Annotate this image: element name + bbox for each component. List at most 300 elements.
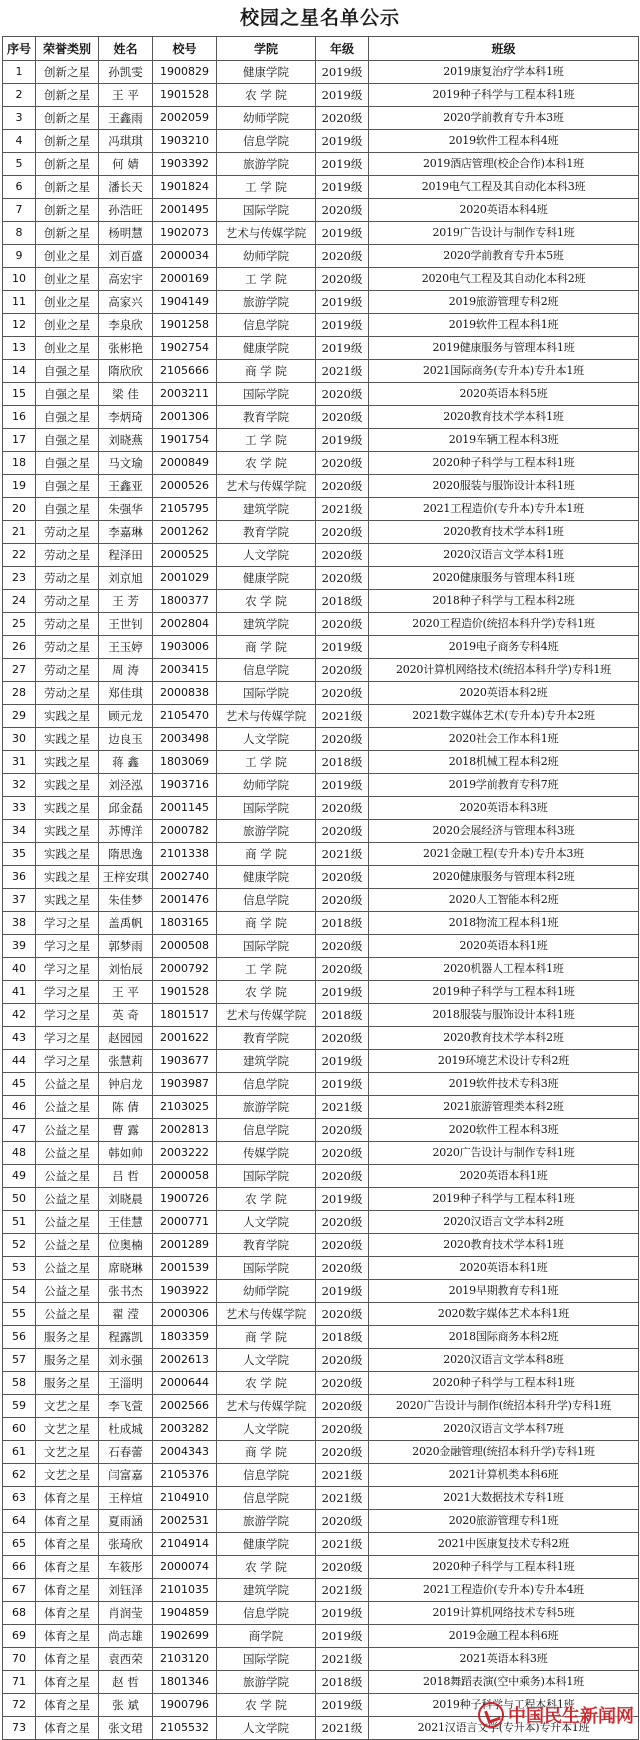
- table-row: [3, 889, 639, 912]
- student-id-cell: 1900829: [153, 61, 217, 84]
- grade-cell: 2018级: [316, 1671, 369, 1694]
- class-cell: 2020种子科学与工程本科1班: [369, 1556, 639, 1579]
- seq-cell: 67: [3, 1579, 36, 1602]
- student-id-cell: 2101338: [153, 843, 217, 866]
- table-row: [3, 1027, 639, 1050]
- table-row: [3, 1188, 639, 1211]
- college-cell: 幼师学院: [217, 1280, 316, 1303]
- grade-cell: 2019级: [316, 1188, 369, 1211]
- name-cell: 苏博洋: [99, 820, 153, 843]
- class-cell: 2021金融工程(专升本)专升本3班: [369, 843, 639, 866]
- grade-cell: 2019级: [316, 84, 369, 107]
- table-row: [3, 360, 639, 383]
- category-cell: 创新之星: [36, 199, 99, 222]
- college-cell: 农 学 院: [217, 1556, 316, 1579]
- college-cell: 信息学院: [217, 1464, 316, 1487]
- name-cell: 李炳琦: [99, 406, 153, 429]
- class-cell: 2020英语本科5班: [369, 383, 639, 406]
- name-cell: 邱金磊: [99, 797, 153, 820]
- class-cell: 2020会展经济与管理本科3班: [369, 820, 639, 843]
- grade-cell: 2019级: [316, 153, 369, 176]
- class-cell: 2020英语本科2班: [369, 682, 639, 705]
- category-cell: 创新之星: [36, 222, 99, 245]
- name-cell: 郑佳琪: [99, 682, 153, 705]
- table-row: [3, 544, 639, 567]
- table-row: [3, 705, 639, 728]
- student-id-cell: 2001539: [153, 1257, 217, 1280]
- category-cell: 创业之星: [36, 291, 99, 314]
- category-cell: 创业之星: [36, 245, 99, 268]
- name-cell: 刘晓燕: [99, 429, 153, 452]
- name-cell: 张文珺: [99, 1717, 153, 1740]
- student-id-cell: 1901754: [153, 429, 217, 452]
- grade-cell: 2020级: [316, 613, 369, 636]
- class-cell: 2020健康服务与管理本科1班: [369, 567, 639, 590]
- seq-cell: 32: [3, 774, 36, 797]
- table-row: [3, 1533, 639, 1556]
- header-student-id: 校号: [153, 37, 217, 61]
- college-cell: 工 学 院: [217, 176, 316, 199]
- class-cell: 2021中医康复技术专科2班: [369, 1533, 639, 1556]
- student-id-cell: 2105470: [153, 705, 217, 728]
- seq-cell: 50: [3, 1188, 36, 1211]
- grade-cell: 2021级: [316, 1533, 369, 1556]
- grade-cell: 2020级: [316, 1142, 369, 1165]
- student-id-cell: 1903716: [153, 774, 217, 797]
- class-cell: 2020金融管理(统招本科升学)专科1班: [369, 1441, 639, 1464]
- table-row: [3, 912, 639, 935]
- table-row: [3, 130, 639, 153]
- seq-cell: 22: [3, 544, 36, 567]
- grade-cell: 2019级: [316, 130, 369, 153]
- class-cell: 2020英语本科1班: [369, 1165, 639, 1188]
- name-cell: 边良玉: [99, 728, 153, 751]
- college-cell: 旅游学院: [217, 153, 316, 176]
- class-cell: 2019种子科学与工程本科1班: [369, 84, 639, 107]
- category-cell: 服务之星: [36, 1349, 99, 1372]
- college-cell: 艺术与传媒学院: [217, 1004, 316, 1027]
- table-row: [3, 153, 639, 176]
- name-cell: 周 涛: [99, 659, 153, 682]
- grade-cell: 2019级: [316, 1280, 369, 1303]
- grade-cell: 2021级: [316, 1487, 369, 1510]
- class-cell: 2020种子科学与工程本科1班: [369, 1372, 639, 1395]
- class-cell: 2020教育技术学本科1班: [369, 521, 639, 544]
- table-row: [3, 1096, 639, 1119]
- seq-cell: 45: [3, 1073, 36, 1096]
- student-id-cell: 2000792: [153, 958, 217, 981]
- student-id-cell: 2000074: [153, 1556, 217, 1579]
- table-row: [3, 1257, 639, 1280]
- seq-cell: 18: [3, 452, 36, 475]
- student-id-cell: 1900726: [153, 1188, 217, 1211]
- class-cell: 2021工程造价(专升本)专升本1班: [369, 498, 639, 521]
- student-id-cell: 2105795: [153, 498, 217, 521]
- college-cell: 商 学 院: [217, 1326, 316, 1349]
- category-cell: 实践之星: [36, 889, 99, 912]
- table-row: [3, 521, 639, 544]
- grade-cell: 2020级: [316, 452, 369, 475]
- college-cell: 传媒学院: [217, 1142, 316, 1165]
- seq-cell: 11: [3, 291, 36, 314]
- table-row: [3, 1073, 639, 1096]
- category-cell: 学习之星: [36, 1027, 99, 1050]
- category-cell: 劳动之星: [36, 613, 99, 636]
- class-cell: 2020健康服务与管理本科2班: [369, 866, 639, 889]
- table-row: [3, 383, 639, 406]
- watermark: [478, 1702, 634, 1728]
- college-cell: 信息学院: [217, 1119, 316, 1142]
- college-cell: 健康学院: [217, 61, 316, 84]
- category-cell: 体育之星: [36, 1510, 99, 1533]
- name-cell: 梁 佳: [99, 383, 153, 406]
- class-cell: 2019种子科学与工程本科1班: [369, 981, 639, 1004]
- category-cell: 体育之星: [36, 1533, 99, 1556]
- student-id-cell: 2002531: [153, 1510, 217, 1533]
- seq-cell: 65: [3, 1533, 36, 1556]
- seq-cell: 55: [3, 1303, 36, 1326]
- grade-cell: 2020级: [316, 935, 369, 958]
- college-cell: 信息学院: [217, 659, 316, 682]
- class-cell: 2020种子科学与工程本科1班: [369, 452, 639, 475]
- grade-cell: 2018级: [316, 1326, 369, 1349]
- grade-cell: 2020级: [316, 1303, 369, 1326]
- student-id-cell: 2000526: [153, 475, 217, 498]
- class-cell: 2019种子科学与工程本科1班: [369, 1694, 639, 1717]
- name-cell: 刘钰泽: [99, 1579, 153, 1602]
- class-cell: 2019广告设计与制作专科1班: [369, 222, 639, 245]
- category-cell: 体育之星: [36, 1648, 99, 1671]
- name-cell: 杨明慧: [99, 222, 153, 245]
- seq-cell: 8: [3, 222, 36, 245]
- category-cell: 劳动之星: [36, 682, 99, 705]
- seq-cell: 44: [3, 1050, 36, 1073]
- header-college: 学院: [217, 37, 316, 61]
- grade-cell: 2019级: [316, 61, 369, 84]
- name-cell: 冯琪琪: [99, 130, 153, 153]
- category-cell: 服务之星: [36, 1326, 99, 1349]
- grade-cell: 2020级: [316, 1556, 369, 1579]
- student-id-cell: 2003415: [153, 659, 217, 682]
- college-cell: 商 学 院: [217, 912, 316, 935]
- table-row: [3, 659, 639, 682]
- class-cell: 2018机械工程本科2班: [369, 751, 639, 774]
- category-cell: 学习之星: [36, 981, 99, 1004]
- grade-cell: 2021级: [316, 1648, 369, 1671]
- table-row: [3, 636, 639, 659]
- class-cell: 2020英语本科3班: [369, 797, 639, 820]
- student-id-cell: 2105666: [153, 360, 217, 383]
- college-cell: 人文学院: [217, 1211, 316, 1234]
- name-cell: 隋思逸: [99, 843, 153, 866]
- grade-cell: 2020级: [316, 521, 369, 544]
- grade-cell: 2021级: [316, 1464, 369, 1487]
- seq-cell: 25: [3, 613, 36, 636]
- student-id-cell: 2002059: [153, 107, 217, 130]
- student-id-cell: 2104914: [153, 1533, 217, 1556]
- student-id-cell: 2002804: [153, 613, 217, 636]
- grade-cell: 2019级: [316, 291, 369, 314]
- grade-cell: 2020级: [316, 1211, 369, 1234]
- seq-cell: 52: [3, 1234, 36, 1257]
- college-cell: 信息学院: [217, 1602, 316, 1625]
- seq-cell: 42: [3, 1004, 36, 1027]
- name-cell: 王世钊: [99, 613, 153, 636]
- roster-body: [3, 61, 639, 1740]
- student-id-cell: 2002813: [153, 1119, 217, 1142]
- college-cell: 教育学院: [217, 1234, 316, 1257]
- name-cell: 赵 哲: [99, 1671, 153, 1694]
- table-row: [3, 1395, 639, 1418]
- college-cell: 国际学院: [217, 1165, 316, 1188]
- seq-cell: 47: [3, 1119, 36, 1142]
- name-cell: 王 平: [99, 981, 153, 1004]
- table-row: [3, 1625, 639, 1648]
- category-cell: 实践之星: [36, 751, 99, 774]
- name-cell: 何 婧: [99, 153, 153, 176]
- college-cell: 国际学院: [217, 797, 316, 820]
- category-cell: 劳动之星: [36, 521, 99, 544]
- name-cell: 陈 倩: [99, 1096, 153, 1119]
- class-cell: 2020教育技术学本科1班: [369, 1234, 639, 1257]
- seq-cell: 7: [3, 199, 36, 222]
- seq-cell: 68: [3, 1602, 36, 1625]
- name-cell: 李嘉琳: [99, 521, 153, 544]
- college-cell: 旅游学院: [217, 820, 316, 843]
- category-cell: 体育之星: [36, 1671, 99, 1694]
- student-id-cell: 2003498: [153, 728, 217, 751]
- category-cell: 自强之星: [36, 383, 99, 406]
- name-cell: 袁西荣: [99, 1648, 153, 1671]
- class-cell: 2020工程造价(统招本科升学)专科1班: [369, 613, 639, 636]
- table-row: [3, 981, 639, 1004]
- name-cell: 马文瑜: [99, 452, 153, 475]
- grade-cell: 2019级: [316, 774, 369, 797]
- student-id-cell: 2001476: [153, 889, 217, 912]
- grade-cell: 2020级: [316, 889, 369, 912]
- ms-news-logo-icon: [478, 1702, 504, 1728]
- student-id-cell: 2004343: [153, 1441, 217, 1464]
- college-cell: 建筑学院: [217, 1050, 316, 1073]
- class-cell: 2020广告设计与制作(统招本科升学)专科1班: [369, 1395, 639, 1418]
- table-row: [3, 682, 639, 705]
- college-cell: 艺术与传媒学院: [217, 705, 316, 728]
- grade-cell: 2021级: [316, 1717, 369, 1740]
- name-cell: 朱佳梦: [99, 889, 153, 912]
- student-id-cell: 2001262: [153, 521, 217, 544]
- college-cell: 农 学 院: [217, 1372, 316, 1395]
- table-row: [3, 199, 639, 222]
- college-cell: 农 学 院: [217, 590, 316, 613]
- seq-cell: 5: [3, 153, 36, 176]
- student-id-cell: 2003222: [153, 1142, 217, 1165]
- college-cell: 农 学 院: [217, 1188, 316, 1211]
- table-row: [3, 1280, 639, 1303]
- seq-cell: 9: [3, 245, 36, 268]
- grade-cell: 2020级: [316, 1119, 369, 1142]
- grade-cell: 2020级: [316, 383, 369, 406]
- student-id-cell: 1903922: [153, 1280, 217, 1303]
- seq-cell: 36: [3, 866, 36, 889]
- category-cell: 学习之星: [36, 1004, 99, 1027]
- student-id-cell: 1902699: [153, 1625, 217, 1648]
- table-row: [3, 176, 639, 199]
- grade-cell: 2020级: [316, 1372, 369, 1395]
- student-id-cell: 1903677: [153, 1050, 217, 1073]
- seq-cell: 73: [3, 1717, 36, 1740]
- student-id-cell: 2105532: [153, 1717, 217, 1740]
- category-cell: 公益之星: [36, 1073, 99, 1096]
- grade-cell: 2021级: [316, 360, 369, 383]
- category-cell: 实践之星: [36, 843, 99, 866]
- grade-cell: 2020级: [316, 682, 369, 705]
- student-id-cell: 1901528: [153, 981, 217, 1004]
- seq-cell: 40: [3, 958, 36, 981]
- grade-cell: 2021级: [316, 843, 369, 866]
- college-cell: 农 学 院: [217, 84, 316, 107]
- name-cell: 席晓琳: [99, 1257, 153, 1280]
- seq-cell: 56: [3, 1326, 36, 1349]
- class-cell: 2019学前教育专科7班: [369, 774, 639, 797]
- seq-cell: 43: [3, 1027, 36, 1050]
- grade-cell: 2019级: [316, 1694, 369, 1717]
- student-id-cell: 2000525: [153, 544, 217, 567]
- name-cell: 张彬艳: [99, 337, 153, 360]
- seq-cell: 35: [3, 843, 36, 866]
- student-id-cell: 2000838: [153, 682, 217, 705]
- category-cell: 劳动之星: [36, 544, 99, 567]
- table-row: [3, 1004, 639, 1027]
- table-row: [3, 843, 639, 866]
- name-cell: 赵园园: [99, 1027, 153, 1050]
- college-cell: 建筑学院: [217, 498, 316, 521]
- grade-cell: 2020级: [316, 268, 369, 291]
- seq-cell: 57: [3, 1349, 36, 1372]
- student-id-cell: 2000782: [153, 820, 217, 843]
- name-cell: 刘泾泓: [99, 774, 153, 797]
- category-cell: 自强之星: [36, 475, 99, 498]
- name-cell: 盖禹帆: [99, 912, 153, 935]
- student-id-cell: 1803069: [153, 751, 217, 774]
- college-cell: 商 学 院: [217, 843, 316, 866]
- name-cell: 顾元龙: [99, 705, 153, 728]
- table-row: [3, 314, 639, 337]
- table-row: [3, 797, 639, 820]
- class-cell: 2019软件工程本科4班: [369, 130, 639, 153]
- seq-cell: 64: [3, 1510, 36, 1533]
- table-row: [3, 958, 639, 981]
- category-cell: 创业之星: [36, 268, 99, 291]
- grade-cell: 2020级: [316, 1027, 369, 1050]
- class-cell: 2020学前教育专升本3班: [369, 107, 639, 130]
- name-cell: 高宏宇: [99, 268, 153, 291]
- header-grade: 年级: [316, 37, 369, 61]
- table-row: [3, 1556, 639, 1579]
- seq-cell: 59: [3, 1395, 36, 1418]
- student-id-cell: 2001622: [153, 1027, 217, 1050]
- table-row: [3, 245, 639, 268]
- name-cell: 张 斌: [99, 1694, 153, 1717]
- seq-cell: 2: [3, 84, 36, 107]
- class-cell: 2020机器人工程本科1班: [369, 958, 639, 981]
- name-cell: 张琦欣: [99, 1533, 153, 1556]
- category-cell: 公益之星: [36, 1096, 99, 1119]
- seq-cell: 13: [3, 337, 36, 360]
- college-cell: 艺术与传媒学院: [217, 222, 316, 245]
- class-cell: 2018物流工程本科1班: [369, 912, 639, 935]
- seq-cell: 21: [3, 521, 36, 544]
- class-cell: 2020计算机网络技术(统招本科升学)专科1班: [369, 659, 639, 682]
- table-row: [3, 107, 639, 130]
- college-cell: 健康学院: [217, 567, 316, 590]
- college-cell: 农 学 院: [217, 452, 316, 475]
- name-cell: 韩如帅: [99, 1142, 153, 1165]
- class-cell: 2019健康服务与管理本科1班: [369, 337, 639, 360]
- class-cell: 2019酒店管理(校企合作)本科1班: [369, 153, 639, 176]
- student-id-cell: 1902754: [153, 337, 217, 360]
- college-cell: 信息学院: [217, 314, 316, 337]
- category-cell: 文艺之星: [36, 1464, 99, 1487]
- name-cell: 王鑫亚: [99, 475, 153, 498]
- category-cell: 学习之星: [36, 1050, 99, 1073]
- grade-cell: 2019级: [316, 1602, 369, 1625]
- grade-cell: 2020级: [316, 1418, 369, 1441]
- class-cell: 2021数字媒体艺术(专升本)专升本2班: [369, 705, 639, 728]
- student-id-cell: 1903987: [153, 1073, 217, 1096]
- category-cell: 公益之星: [36, 1303, 99, 1326]
- table-row: [3, 1326, 639, 1349]
- college-cell: 国际学院: [217, 935, 316, 958]
- name-cell: 郭梦雨: [99, 935, 153, 958]
- seq-cell: 12: [3, 314, 36, 337]
- grade-cell: 2019级: [316, 429, 369, 452]
- grade-cell: 2020级: [316, 245, 369, 268]
- class-cell: 2018国际商务本科2班: [369, 1326, 639, 1349]
- seq-cell: 27: [3, 659, 36, 682]
- class-cell: 2020电气工程及其自动化本科2班: [369, 268, 639, 291]
- category-cell: 劳动之星: [36, 567, 99, 590]
- student-id-cell: 2002566: [153, 1395, 217, 1418]
- category-cell: 创业之星: [36, 314, 99, 337]
- table-row: [3, 1487, 639, 1510]
- student-id-cell: 2002613: [153, 1349, 217, 1372]
- table-row: [3, 751, 639, 774]
- class-cell: 2020英语本科1班: [369, 1257, 639, 1280]
- name-cell: 程泽田: [99, 544, 153, 567]
- student-id-cell: 2001029: [153, 567, 217, 590]
- student-id-cell: 2000058: [153, 1165, 217, 1188]
- seq-cell: 71: [3, 1671, 36, 1694]
- grade-cell: 2019级: [316, 337, 369, 360]
- name-cell: 刘永强: [99, 1349, 153, 1372]
- college-cell: 建筑学院: [217, 1579, 316, 1602]
- seq-cell: 58: [3, 1372, 36, 1395]
- header-category: 荣誉类别: [36, 37, 99, 61]
- seq-cell: 15: [3, 383, 36, 406]
- category-cell: 公益之星: [36, 1142, 99, 1165]
- name-cell: 英 奇: [99, 1004, 153, 1027]
- category-cell: 实践之星: [36, 866, 99, 889]
- class-cell: 2020教育技术学本科1班: [369, 406, 639, 429]
- student-id-cell: 1901824: [153, 176, 217, 199]
- name-cell: 王 芳: [99, 590, 153, 613]
- category-cell: 体育之星: [36, 1487, 99, 1510]
- class-cell: 2020人工智能本科2班: [369, 889, 639, 912]
- class-cell: 2020英语本科1班: [369, 935, 639, 958]
- name-cell: 隋欣欣: [99, 360, 153, 383]
- class-cell: 2021英语本科3班: [369, 1648, 639, 1671]
- category-cell: 劳动之星: [36, 659, 99, 682]
